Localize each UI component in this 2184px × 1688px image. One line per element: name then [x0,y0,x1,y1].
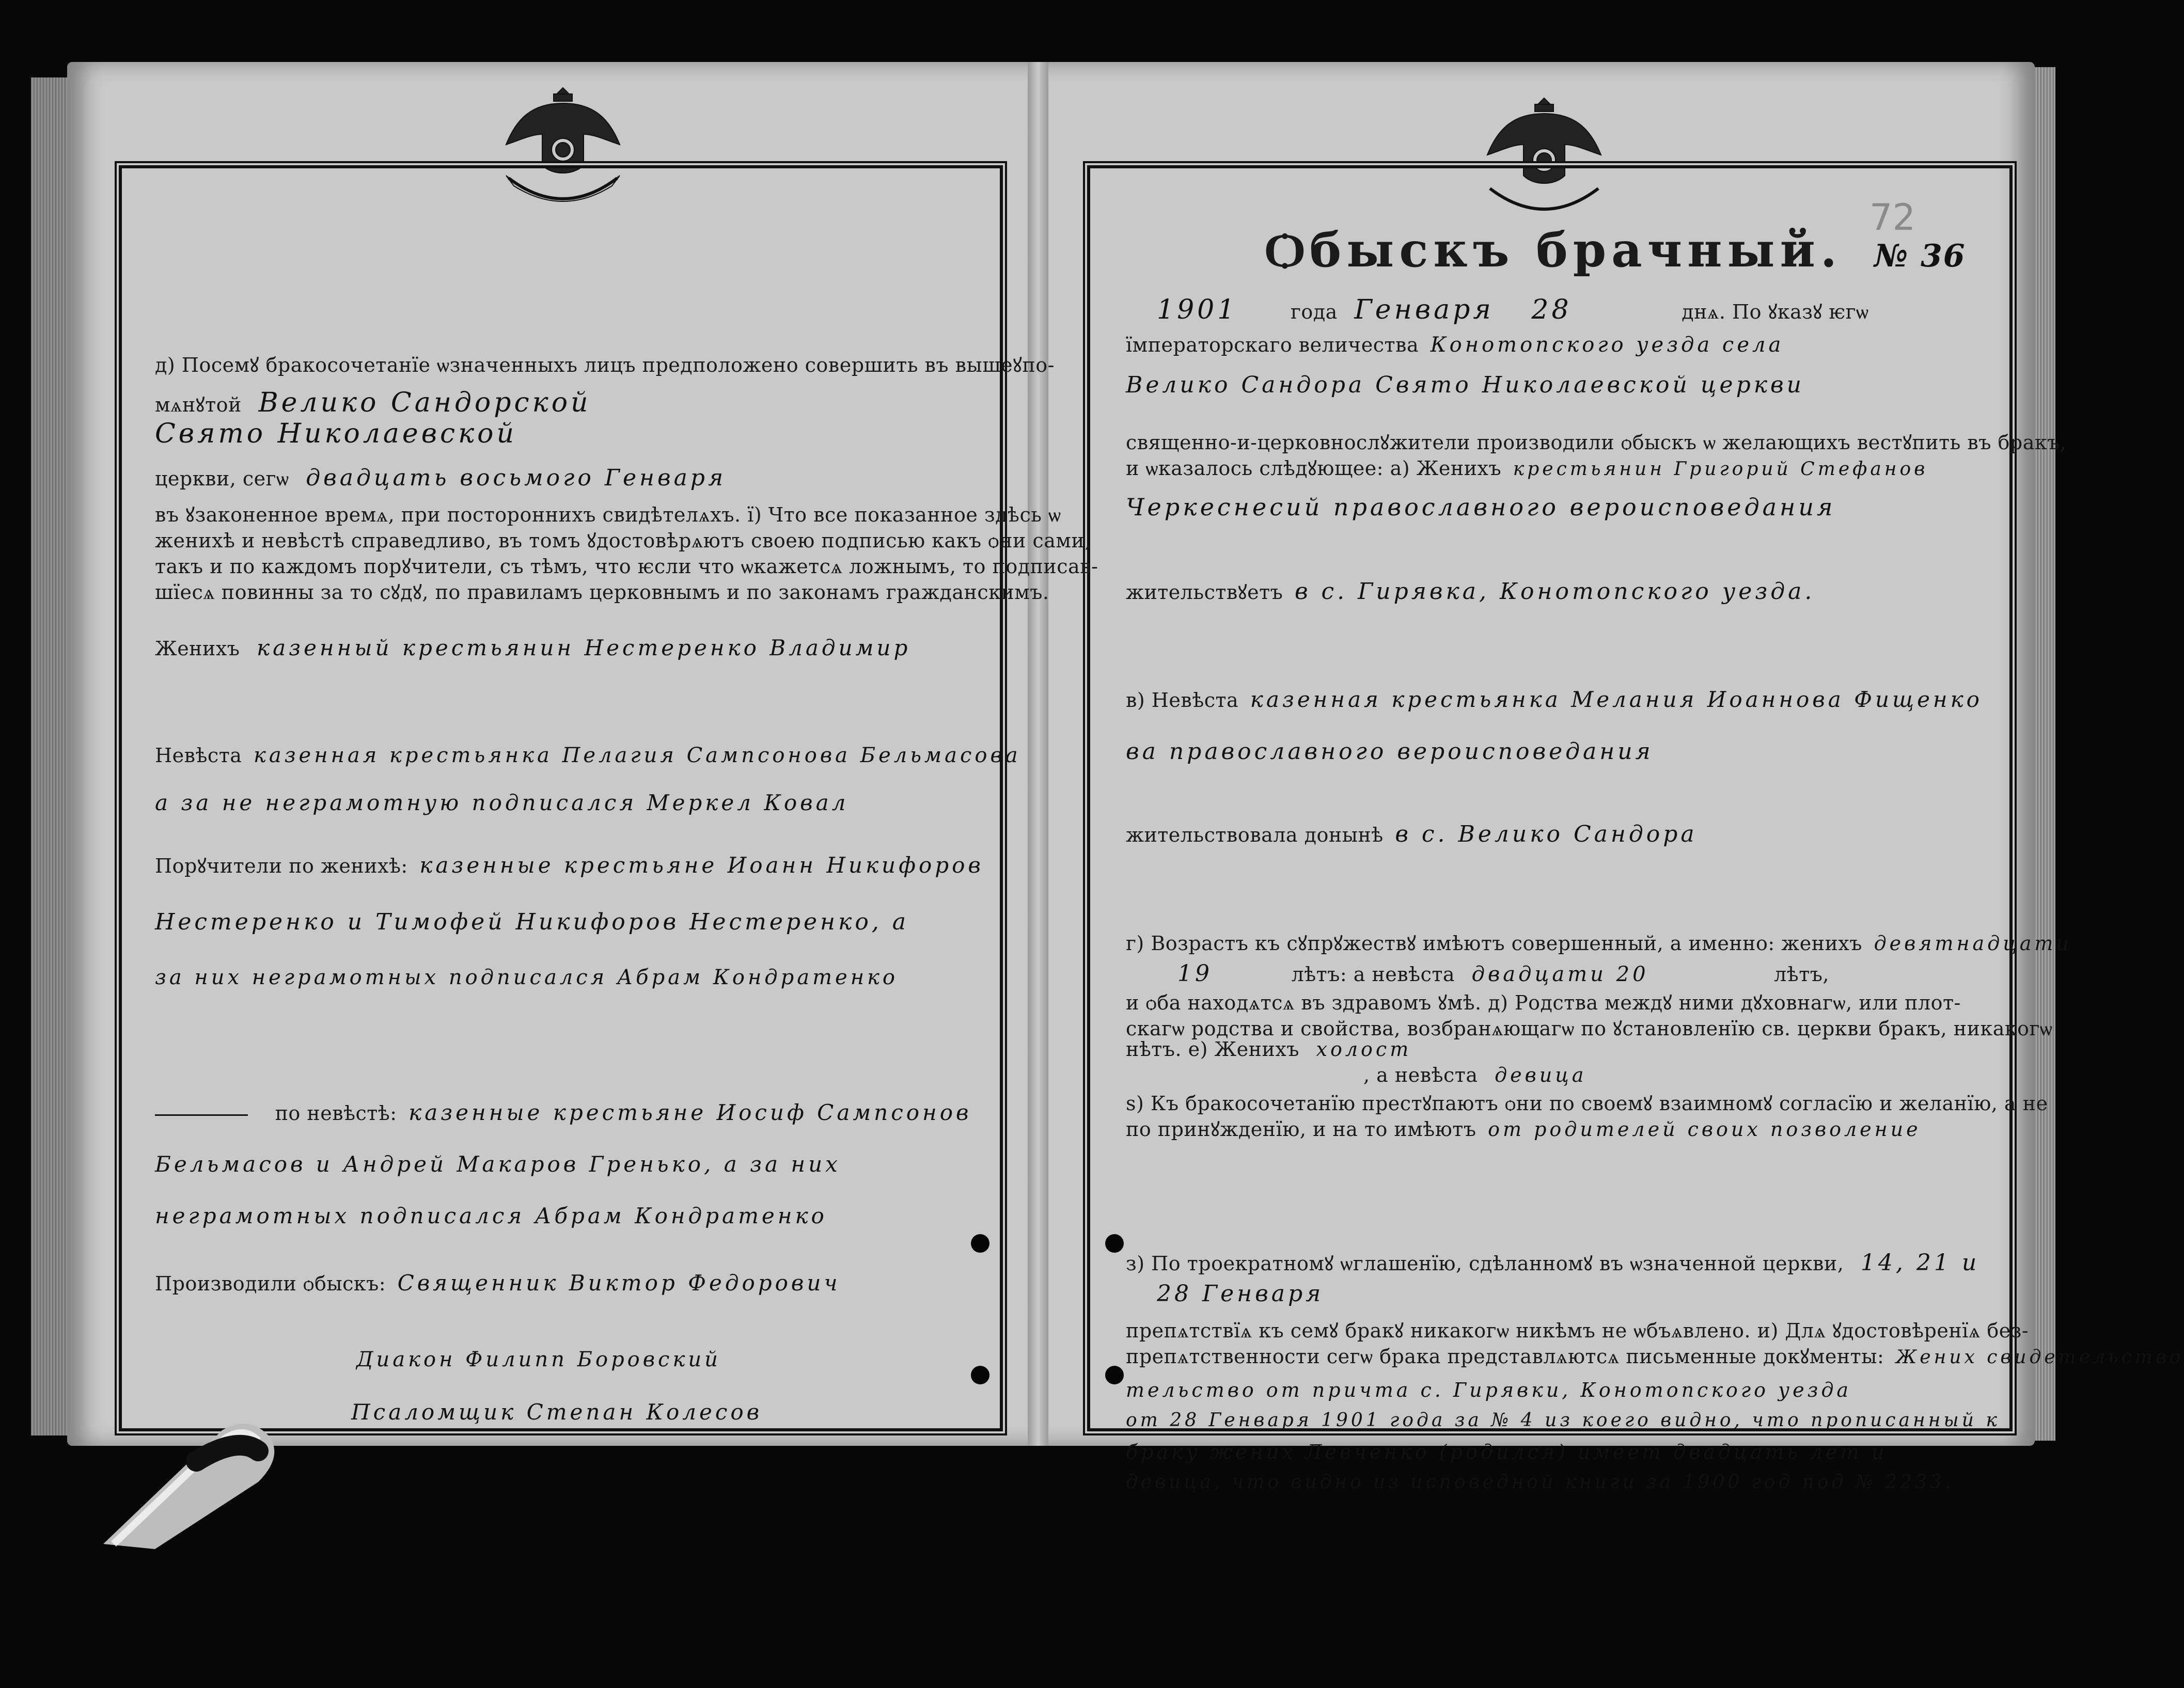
binding-hole [1105,1366,1124,1384]
sponsors-bride-label: по невѣстѣ: [275,1102,397,1125]
page-stack-left [31,77,67,1435]
groom-handwritten: казенный крестьянин Нестеренко Владимир [257,635,911,660]
search-handwritten-2: Диакон Филипп Боровский [356,1348,721,1371]
right-line-21: препѧтствїѧ къ семꙋ бракꙋ никакогѡ никѣмъ не ѡбъѧвлено. и) Длѧ ꙋдостовѣренїѧ без- [1126,1319,2029,1342]
handwritten-bride: казенная крестьянка Мелания Иоаннова Фищенко [1250,687,1983,712]
handwritten-documents-1: Жених свидетельство [1895,1347,2184,1368]
record-number: № 36 [1874,238,1966,274]
right-line-2: їмператорскаго величества Конотопского уезда села [1126,333,1784,357]
handwritten-uyezd: Конотопского уезда села [1430,333,1784,357]
sponsors-bride-row [155,1100,971,1125]
groom-label: Женихъ [155,637,240,660]
handwritten-parish: Велико Сандора Свято Николаевской церкви [1126,372,1804,398]
bride-row [155,744,1021,767]
handwritten-groom-residence: в с. Гирявка, Конотопского уезда. [1294,578,1815,605]
binding-hole [971,1234,989,1253]
right-line-7: жительствꙋетъ в с. Гирявка, Конотопского уезда. [1126,578,1815,605]
right-line-8: в) Невѣста казенная крестьянка Мелания Иоаннова Фищенко [1126,687,1983,712]
groom-row [155,635,910,660]
handwritten-groom-age: девятнадцати [1874,932,2072,955]
left-para-line-3: церкви, сегѡ двадцать восьмого Генваря [155,465,727,491]
sponsors-bride-dash [155,1114,248,1116]
bride-handwritten-2: а за не неграмотную подписался Меркел Ковал [155,790,849,815]
search-handwritten-1: Священник Виктор Федорович [397,1270,841,1296]
left-para-line-6: такъ и по каждомъ порꙋчители, съ тѣмъ, что ѥсли что ѡкажетсѧ ложнымъ, то подписав- [155,555,1098,578]
right-line-5: и ѡказалось слѣдꙋющее: а) Женихъ крестьянин Григорий Стефанов [1126,457,1928,480]
left-para-line-5: женихѣ и невѣстѣ справедливо, въ томъ ꙋдостовѣрѧютъ своею подписью какъ ѻни сами, [155,529,1091,552]
handwritten-banns-dates: 14, 21 и [1860,1250,1980,1276]
handwritten-month: Генваря [1354,294,1494,325]
handwritten-groom-status: холост [1316,1038,1412,1061]
handwritten-bride-age: двадцати 20 [1471,963,1649,986]
bride-label: Невѣста [155,744,242,767]
right-line-10: жительствовала донынѣ в с. Велико Сандора [1126,821,1698,847]
right-line-12: 19 лѣтъ: а невѣста двадцати 20 лѣтъ, [1177,960,1829,987]
left-para-line-4: въ ꙋзаконенное времѧ, при постороннихъ свидѣтелѧхъ. ї) Что все показанное здѣсь ѡ [155,503,1061,526]
right-line-22: препѧтственности сегѡ брака представлѧютсѧ письменные докꙋменты: Жених свидетельство [1126,1345,2184,1368]
bride-handwritten-1: казенная крестьянка Пелагия Сампсонова Бельмасова [254,744,1021,767]
handwritten-documents-3: от 28 Генваря 1901 года за № 4 из коего видно, что прописанный к [1126,1410,2000,1431]
handwritten-documents-5: девица, что видно из исповедной книги за 1900 год под № 2233. [1126,1472,1954,1493]
book-spine [1028,62,1048,1446]
sponsors-bride-handwritten-3: неграмотных подписался Абрам Кондратенко [155,1203,827,1228]
page-number: 72 [1869,196,1916,239]
sponsors-bride-handwritten-1: казенные крестьяне Иосиф Сампсонов [408,1100,972,1125]
search-label: Производили ѻбыскъ: [155,1272,386,1295]
sponsors-groom-label: Порꙋчители по женихѣ: [155,855,408,877]
handwritten-year: 1901 [1157,294,1238,325]
document-title: Ѻбыскъ брачный. № 36 [1265,222,1966,278]
right-line-14: скагѡ родства и свойства, возбранѧющагѡ по ꙋстановленїю св. церкви бракъ, никакогѡ [1126,1017,2053,1040]
handwritten-banns-month: 28 Генваря [1157,1281,1324,1307]
handwritten-documents-2: тельство от причта с. Гирявки, Конотопского уезда [1126,1379,1852,1401]
sponsors-groom-handwritten-1: казенные крестьяне Иоанн Никифоров [419,853,984,878]
sponsors-bride-handwritten-2: Бельмасов и Андрей Макаров Гренько, а за них [155,1151,841,1177]
left-para-line-2: мѧнꙋтой Велико Сандорской [155,387,591,418]
handwritten-bride-residence: в с. Велико Сандора [1395,821,1698,847]
search-row [155,1270,841,1296]
left-para-line-1: д) Посемꙋ бракосочетанїе ѡзначенныхъ лицъ предположено совершить въ вышеꙋпо- [155,354,1055,376]
right-line-11: г) Возрастъ къ сꙋпрꙋжествꙋ имѣютъ совершенный, а именно: женихъ девятнадцати [1126,932,2072,955]
right-line-1: 1901 года Генваря 28 днѧ. По ꙋказꙋ ѥгѡ [1157,294,1869,325]
right-line-15: нѣтъ. е) Женихъ холост [1126,1038,1412,1061]
handwritten-church-name-1: Велико Сандорской [258,387,591,418]
right-line-4: священно-и-церковнослꙋжители производили ѻбыскъ ѡ желающихъ вестꙋпить въ бракъ, [1126,431,2067,454]
right-line-17: ѕ) Къ бракосочетанїю престꙋпаютъ ѻни по своемꙋ взаимномꙋ согласїю и желанїю, а не [1126,1092,2048,1115]
handwritten-groom-religion: Черкеснесий православного вероисповедания [1126,493,1836,521]
right-line-19: з) По троекратномꙋ ѡглашенїю, сдѣланномꙋ въ ѡзначенной церкви, 14, 21 и [1126,1250,1980,1276]
page-stack-right [2035,67,2055,1441]
sponsors-groom-handwritten-3: за них неграмотных подписался Абрам Кондратенко [155,966,899,989]
binding-hole [1105,1234,1124,1253]
sponsors-groom-handwritten-2: Нестеренко и Тимофей Никифоров Нестеренко, а [155,909,909,935]
left-para-line-7: шїесѧ повинны за то сꙋдꙋ, по правиламъ церковнымъ и по законамъ гражданскимъ. [155,581,1049,604]
handwritten-groom-age-num: 19 [1177,960,1213,987]
sponsors-groom-row [155,852,984,879]
handwritten-day: 28 [1531,294,1572,325]
right-line-18: по принꙋжденїю, и на то имѣютъ от родителей своих позволение [1126,1118,1921,1141]
handwritten-church-name-2: Свято Николаевской [155,418,517,449]
handwritten-bride-religion: ва православного вероисповедания [1126,738,1654,765]
thumb-holding-page [93,1415,300,1549]
handwritten-date: двадцать восьмого Генваря [306,465,727,491]
right-line-16: , а невѣста девица [1363,1064,1587,1086]
search-handwritten-3: Псаломщик Степан Колесов [351,1399,763,1425]
handwritten-consent: от родителей своих позволение [1488,1118,1921,1141]
handwritten-documents-4: браку жених Левченко (родился) имеет двадцать лет и [1126,1441,1888,1463]
right-line-13: и ѻба находѧтсѧ въ здравомъ ꙋмѣ. д) Родства междꙋ ними дꙋховнагѡ, или плот- [1126,991,1961,1014]
binding-hole [971,1366,989,1384]
handwritten-groom: крестьянин Григорий Стефанов [1513,459,1928,480]
handwritten-bride-status: девица [1495,1064,1587,1086]
